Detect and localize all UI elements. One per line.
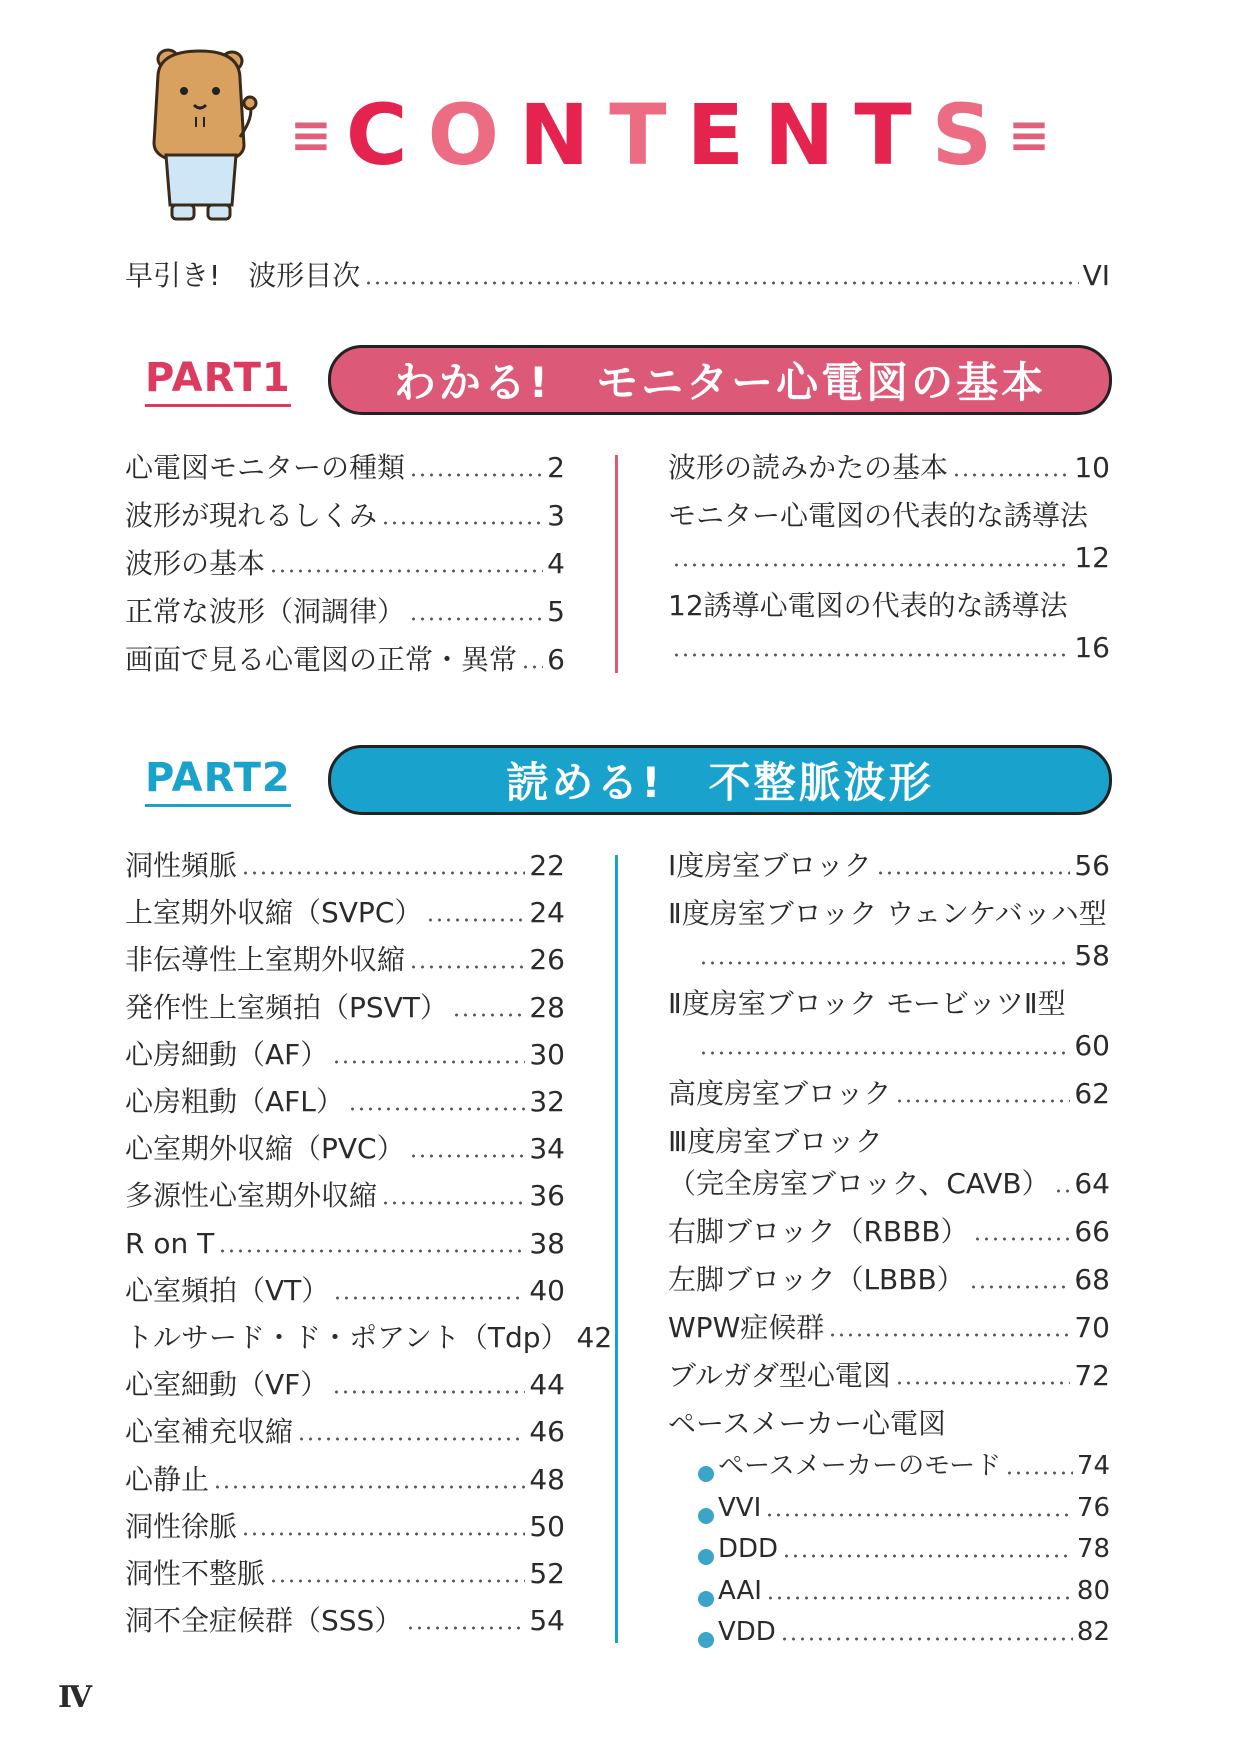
toc-entry[interactable] [125, 450, 565, 486]
bullet-icon [698, 1508, 714, 1524]
toc-entry[interactable] [125, 1462, 565, 1498]
part1-label: PART1 [145, 355, 291, 401]
toc-entry-title [125, 1084, 344, 1120]
toc-entry-title-text: 心室頻拍（VT） [125, 1273, 330, 1307]
toc-entry[interactable] [125, 594, 565, 630]
toc-entry-title: 正常な波形（洞調律） [125, 595, 406, 628]
decorative-dash-icon: ≡ [1008, 106, 1051, 164]
toc-entry-title-line[interactable] [668, 1124, 1110, 1160]
toc-entry-page: 56 [1074, 849, 1110, 882]
contents-title [290, 85, 1051, 185]
toc-entry-title [718, 1531, 778, 1567]
bullet-icon [698, 1466, 714, 1482]
title-letter: T [609, 86, 669, 184]
toc-entry-page: 4 [547, 547, 565, 580]
toc-entry-title [125, 1414, 293, 1450]
toc-entry-title: 早引き! 波形目次 [125, 259, 361, 292]
toc-entry-title [718, 1448, 1001, 1484]
leader-dots [672, 560, 1070, 570]
leader-dots [241, 868, 525, 878]
toc-entry[interactable] [698, 1490, 1110, 1526]
bullet-icon [698, 1549, 714, 1565]
toc-entry-title: 高度房室ブロック [668, 1077, 892, 1110]
leader-dots [241, 1529, 525, 1539]
toc-entry-page: 28 [529, 990, 565, 1024]
toc-entry-continuation[interactable] [668, 540, 1110, 576]
toc-entry-page: 10 [1074, 451, 1110, 484]
toc-entry[interactable] [698, 1614, 1110, 1650]
leader-dots [782, 1551, 1073, 1561]
toc-entry-title [125, 1037, 328, 1073]
leader-dots [452, 1010, 525, 1020]
toc-entry-page: 30 [529, 1037, 565, 1071]
toc-entry-page: 78 [1076, 1534, 1110, 1564]
toc-entry[interactable] [125, 1556, 565, 1592]
toc-entry-title-text: R on T [125, 1226, 215, 1260]
toc-entry[interactable] [125, 1414, 565, 1450]
toc-entry-title [125, 848, 237, 884]
toc-entry-title [125, 895, 422, 931]
toc-entry[interactable] [125, 1131, 565, 1167]
toc-entry-title [125, 1273, 329, 1309]
toc-entry-page: 58 [1074, 939, 1110, 972]
part1-banner: わかる! モニター心電図の基本 [328, 345, 1112, 415]
leader-dots [409, 1151, 526, 1161]
toc-entry-title [125, 942, 405, 978]
toc-entry-page: 22 [529, 849, 565, 882]
toc-entry-title [125, 1320, 569, 1356]
toc-entry-page: 80 [1076, 1575, 1110, 1606]
leader-dots [672, 650, 1070, 660]
title-letter: O [427, 86, 501, 184]
toc-entry[interactable] [668, 450, 1110, 486]
toc-entry-title-text: 洞不全症候群（SSS） [125, 1604, 403, 1638]
leader-dots [333, 1293, 525, 1303]
toc-entry-title-text: AAI [718, 1575, 762, 1606]
leader-dots [876, 868, 1071, 878]
toc-entry[interactable] [125, 942, 565, 978]
toc-entry-title: モニター心電図の代表的な誘導法 [668, 499, 1089, 532]
toc-entry-index[interactable] [125, 258, 1110, 294]
toc-entry[interactable] [125, 1509, 565, 1545]
toc-entry[interactable] [125, 990, 565, 1026]
toc-entry-title [125, 1367, 328, 1403]
leader-dots [766, 1593, 1073, 1603]
toc-entry-page: 64 [1074, 1167, 1110, 1200]
toc-entry-page: VI [1082, 259, 1110, 292]
toc-entry[interactable] [125, 1273, 565, 1309]
toc-entry-title-text: 心室期外収縮（PVC） [125, 1132, 405, 1166]
toc-entry-title-text: トルサード・ド・ポアント（Tdp） [125, 1321, 569, 1354]
leader-dots [521, 662, 543, 672]
leader-dots [765, 1510, 1073, 1520]
toc-entry[interactable] [125, 498, 565, 534]
toc-entry[interactable] [125, 1226, 565, 1262]
title-letter: N [518, 86, 592, 184]
toc-entry-title: ブルガダ型心電図 [668, 1359, 891, 1392]
leader-dots [406, 1623, 525, 1633]
toc-entry[interactable] [668, 1166, 1110, 1202]
leader-dots [973, 1234, 1071, 1244]
toc-entry[interactable] [125, 1037, 565, 1073]
toc-entry-title [125, 1462, 209, 1498]
toc-entry[interactable] [125, 848, 565, 884]
page-number: Ⅳ [58, 1680, 93, 1715]
toc-entry-page: 2 [547, 451, 565, 484]
toc-entry[interactable] [125, 1367, 565, 1403]
toc-entry-page: 40 [529, 1273, 565, 1307]
toc-entry-page: 44 [529, 1368, 565, 1402]
toc-entry[interactable] [125, 895, 565, 931]
toc-entry[interactable] [668, 1358, 1110, 1394]
toc-entry[interactable] [698, 1573, 1110, 1609]
leader-dots [409, 470, 543, 480]
toc-entry-continuation[interactable] [695, 1028, 1110, 1064]
toc-entry-continuation[interactable] [695, 938, 1110, 974]
leader-dots [426, 915, 525, 925]
toc-entry-title-text: 心室細動（VF） [125, 1368, 329, 1402]
leader-dots [218, 1246, 525, 1256]
toc-entry-title: Ⅱ度房室ブロック モービッツⅡ型 [668, 987, 1066, 1020]
toc-entry-page: 74 [1076, 1451, 1110, 1481]
toc-entry-page: 26 [529, 943, 565, 977]
toc-entry-title-text: 洞性頻脈 [125, 849, 238, 882]
title-letter: E [686, 86, 746, 184]
toc-entry-page: 42 [576, 1321, 613, 1354]
toc-entry-title-text: VVI [718, 1492, 762, 1523]
toc-entry-title-text: 上室期外収縮（SVPC） [125, 896, 423, 930]
leader-dots [332, 1057, 525, 1067]
toc-entry-title: 波形が現れるしくみ [125, 499, 378, 532]
toc-entry-title-line[interactable] [668, 896, 1110, 932]
toc-entry-title: 波形の読みかたの基本 [668, 451, 949, 484]
toc-entry-title: （完全房室ブロック、CAVB） [668, 1167, 1050, 1200]
title-letter: N [764, 86, 837, 184]
toc-entry[interactable] [125, 1178, 565, 1214]
leader-dots [1005, 1468, 1073, 1478]
leader-dots [409, 614, 543, 624]
leader-dots [297, 1434, 525, 1444]
toc-entry-page: 66 [1074, 1215, 1110, 1248]
leader-dots [381, 1198, 525, 1208]
toc-entry-title-text: 心室補充収縮 [125, 1415, 294, 1449]
toc-entry[interactable] [668, 1310, 1110, 1346]
capybara-mascot-icon [140, 45, 260, 225]
leader-dots [1054, 1186, 1071, 1196]
leader-dots [364, 278, 1078, 288]
toc-entry-page: 52 [529, 1557, 565, 1590]
toc-entry-title [125, 1178, 377, 1214]
toc-entry-title: Ⅲ度房室ブロック [668, 1125, 883, 1158]
leader-dots [269, 566, 543, 576]
toc-entry-page: 24 [529, 896, 565, 930]
toc-entry-title-text: 心房細動（AF） [125, 1037, 329, 1071]
toc-entry[interactable] [668, 1076, 1110, 1112]
toc-entry-page: 36 [529, 1179, 565, 1213]
toc-entry[interactable] [668, 1262, 1110, 1298]
toc-entry[interactable] [698, 1448, 1110, 1484]
toc-entry-title: 心電図モニターの種類 [125, 451, 406, 484]
leader-dots [332, 1387, 525, 1397]
bullet-icon [698, 1632, 714, 1648]
toc-entry-title-text: 非伝導性上室期外収縮 [125, 943, 406, 977]
bullet-icon [698, 1591, 714, 1607]
leader-dots [780, 1634, 1073, 1644]
toc-entry-page: 16 [1074, 631, 1110, 664]
toc-entry-page: 6 [547, 643, 565, 676]
title-letter: C [345, 86, 410, 184]
toc-entry-continuation[interactable] [668, 630, 1110, 666]
toc-entry-title: 左脚ブロック（LBBB） [668, 1263, 965, 1296]
toc-entry-title: 波形の基本 [125, 547, 266, 580]
leader-dots [828, 1330, 1070, 1340]
part2-banner: 読める! 不整脈波形 [328, 745, 1112, 815]
leader-dots [381, 518, 543, 528]
toc-entry-title-line[interactable] [668, 498, 1110, 534]
toc-entry-title-text: 心房粗動（AFL） [125, 1085, 344, 1118]
toc-entry-title: 画面で見る心電図の正常・異常 [125, 643, 518, 676]
toc-entry-title [125, 1131, 405, 1167]
toc-entry-title: Ⅰ度房室ブロック [668, 849, 872, 882]
part1-divider [615, 455, 618, 673]
toc-entry-page: 72 [1074, 1359, 1110, 1392]
toc-entry-title [125, 1556, 265, 1592]
toc-entry[interactable] [125, 1320, 613, 1356]
toc-entry-page: 34 [529, 1132, 565, 1166]
toc-entry-title-line[interactable] [668, 588, 1110, 624]
toc-entry-title-text: 多源性心室期外収縮 [125, 1179, 378, 1213]
leader-dots [952, 470, 1070, 480]
toc-entry-page: 3 [547, 499, 565, 532]
toc-entry-page: 62 [1074, 1077, 1110, 1110]
toc-entry-title: Ⅱ度房室ブロック ウェンケバッハ型 [668, 897, 1107, 930]
toc-entry-page: 38 [529, 1226, 565, 1260]
toc-entry-page: 48 [529, 1462, 565, 1496]
toc-entry-title-text: 発作性上室頻拍（PSVT） [125, 990, 448, 1024]
toc-entry-page: 60 [1074, 1029, 1110, 1062]
leader-dots [213, 1482, 525, 1492]
toc-entry-title: ペースメーカー心電図 [668, 1407, 947, 1440]
toc-entry-page: 46 [529, 1415, 565, 1449]
leader-dots [269, 1576, 525, 1586]
toc-entry[interactable] [668, 1214, 1110, 1250]
toc-entry[interactable] [125, 1084, 565, 1120]
toc-entry-title-text: ペースメーカーのモード [718, 1451, 1002, 1481]
toc-entry[interactable] [125, 546, 565, 582]
toc-entry-title-text: 洞性不整脈 [125, 1557, 266, 1590]
title-letter: S [931, 86, 995, 184]
leader-dots [348, 1104, 525, 1114]
toc-entry-title: WPW症候群 [668, 1311, 825, 1344]
toc-entry-title [125, 990, 448, 1026]
toc-entry-page: 32 [529, 1085, 565, 1118]
toc-entry-page: 70 [1074, 1311, 1110, 1344]
toc-entry-title [125, 1509, 237, 1545]
toc-entry-page: 50 [529, 1509, 565, 1543]
toc-entry-title [125, 1226, 214, 1262]
leader-dots [969, 1282, 1071, 1292]
toc-entry[interactable] [668, 848, 1110, 884]
toc-entry-page: 54 [529, 1604, 565, 1638]
toc-entry-page: 5 [547, 595, 565, 628]
leader-dots [895, 1096, 1070, 1106]
toc-entry-title-text: 心静止 [125, 1462, 210, 1496]
leader-dots [699, 958, 1070, 968]
toc-entry-page: 12 [1074, 541, 1110, 574]
toc-entry-title-line[interactable] [668, 1406, 1110, 1442]
toc-entry-title [718, 1614, 776, 1650]
toc-entry-page: 76 [1076, 1492, 1110, 1523]
toc-entry-page: 68 [1074, 1263, 1110, 1296]
toc-entry-title [125, 1603, 402, 1639]
title-letter: T [854, 86, 914, 184]
toc-entry-title [718, 1490, 761, 1526]
toc-entry-title-line[interactable] [668, 986, 1110, 1022]
toc-entry[interactable] [698, 1531, 1110, 1567]
toc-entry[interactable] [125, 642, 565, 678]
toc-entry-title: 右脚ブロック（RBBB） [668, 1215, 969, 1248]
decorative-dash-icon: ≡ [290, 106, 332, 164]
toc-entry[interactable] [125, 1603, 565, 1639]
contents-title-letters [346, 86, 994, 184]
toc-entry-title-text: DDD [718, 1534, 779, 1564]
leader-dots [699, 1048, 1070, 1058]
part2-divider [615, 855, 618, 1643]
toc-entry-title [718, 1573, 762, 1609]
toc-entry-title-text: 洞性徐脈 [125, 1509, 238, 1543]
toc-entry-title: 12誘導心電図の代表的な誘導法 [668, 589, 1068, 622]
toc-entry-page: 82 [1076, 1617, 1110, 1647]
leader-dots [895, 1378, 1070, 1388]
leader-dots [409, 962, 525, 972]
toc-entry-title-text: VDD [718, 1617, 776, 1647]
part2-label: PART2 [145, 755, 291, 801]
